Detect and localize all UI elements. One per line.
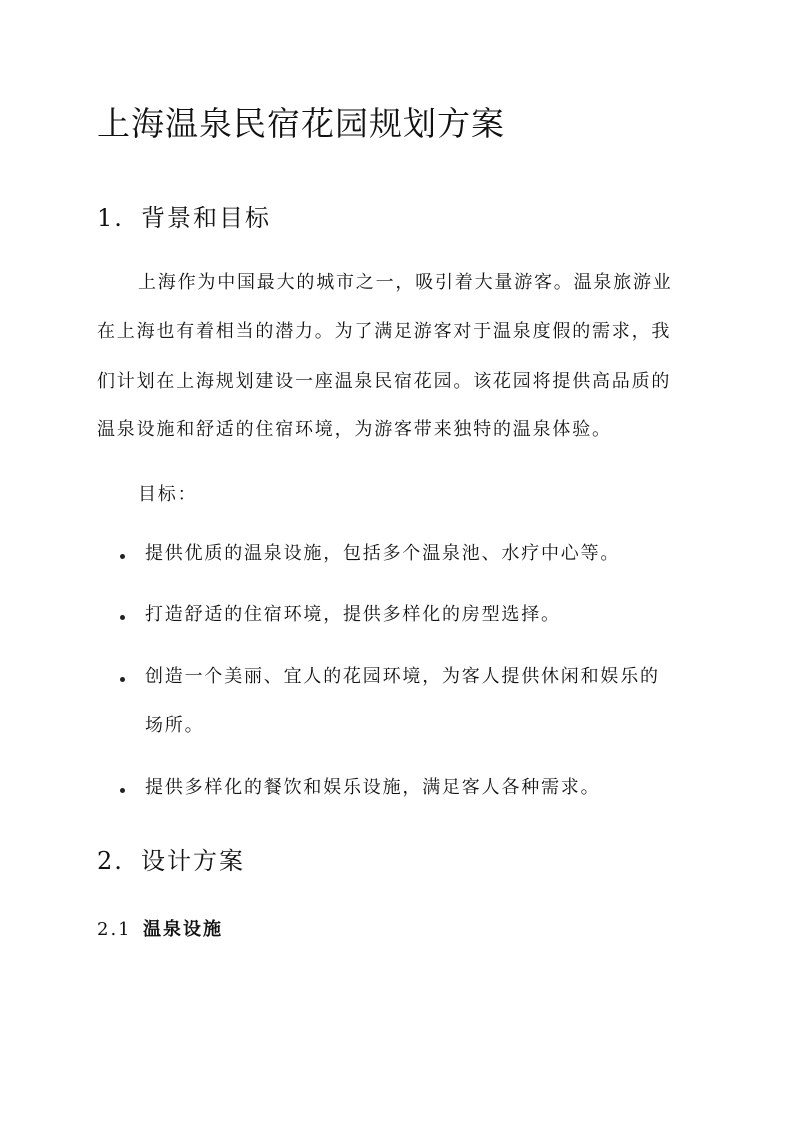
section-2-title: 设计方案 bbox=[141, 847, 245, 875]
paragraph-line: 上海作为中国最大的城市之一，吸引着大量游客。温泉旅游业 bbox=[138, 272, 673, 293]
subsection-2-1-title: 温泉设施 bbox=[143, 919, 223, 940]
paragraph-line: 们计划在上海规划建设一座温泉民宿花园。该花园将提供高品质的 bbox=[97, 371, 672, 392]
section-1-title: 背景和目标 bbox=[141, 204, 271, 232]
paragraph-line: 温泉设施和舒适的住宿环境，为游客带来独特的温泉体验。 bbox=[97, 419, 612, 440]
paragraph-line: 在上海也有着相当的潜力。为了满足游客对于温泉度假的需求，我 bbox=[97, 321, 672, 342]
bullet-icon bbox=[120, 554, 125, 559]
document-title: 上海温泉民宿花园规划方案 bbox=[97, 104, 505, 143]
section-1-heading bbox=[97, 198, 271, 233]
goal-text: 场所。 bbox=[145, 715, 205, 736]
bullet-icon bbox=[120, 615, 125, 620]
goals-label: 目标： bbox=[138, 484, 198, 505]
section-1-number: 1. bbox=[97, 204, 124, 232]
section-2-number: 2. bbox=[97, 847, 124, 875]
goal-text: 打造舒适的住宿环境，提供多样化的房型选择。 bbox=[145, 604, 561, 625]
bullet-icon bbox=[120, 788, 125, 793]
goal-text: 提供多样化的餐饮和娱乐设施，满足客人各种需求。 bbox=[145, 777, 601, 798]
subsection-2-1-number: 2.1 bbox=[97, 919, 132, 940]
section-2-heading bbox=[97, 841, 245, 876]
subsection-2-1-heading bbox=[97, 915, 223, 941]
bullet-icon bbox=[120, 677, 125, 682]
goal-text: 创造一个美丽、宜人的花园环境，为客人提供休闲和娱乐的 bbox=[145, 666, 660, 687]
goal-text: 提供优质的温泉设施，包括多个温泉池、水疗中心等。 bbox=[145, 543, 621, 564]
